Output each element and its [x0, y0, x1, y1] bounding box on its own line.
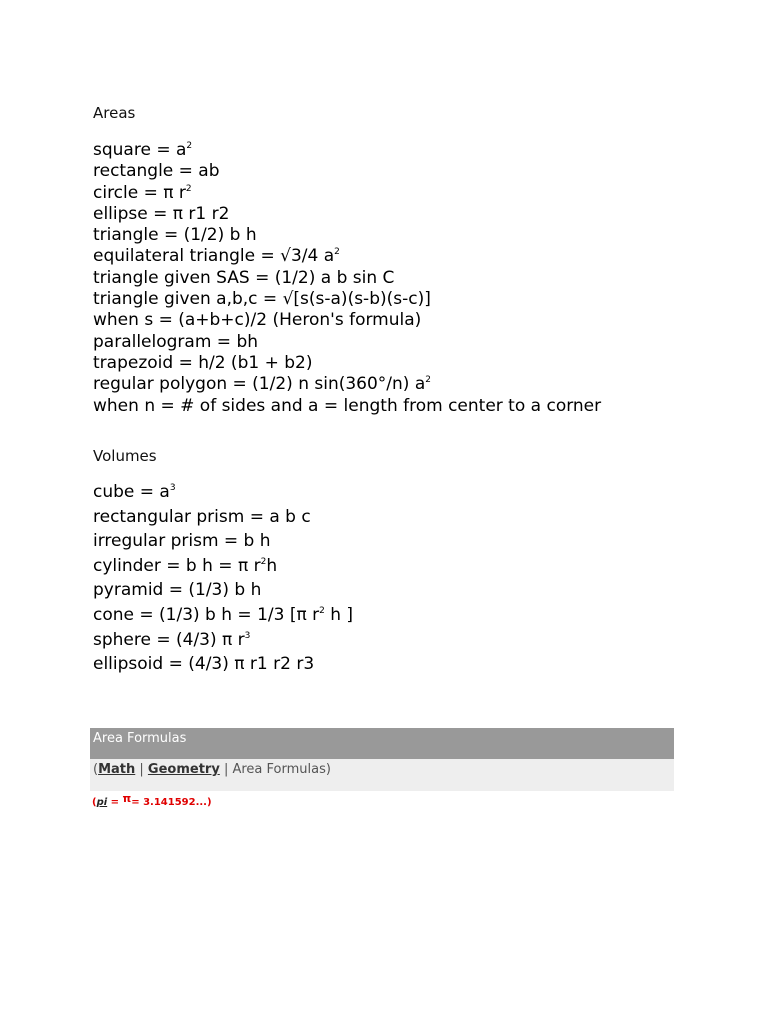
volumes-formula	[93, 652, 353, 677]
breadcrumb-current: Area Formulas)	[232, 762, 331, 777]
areas-formula	[93, 246, 601, 267]
formula-text-after: h ]	[324, 604, 354, 625]
pi-symbol: π	[122, 792, 132, 805]
nav-title: Area Formulas	[90, 728, 674, 759]
formula-text: triangle given SAS = (1/2) a b sin C	[93, 267, 395, 288]
volumes-formula	[93, 578, 353, 603]
areas-formula	[93, 332, 601, 353]
formula-exponent: 2	[186, 141, 193, 151]
volumes-heading: Volumes	[93, 447, 157, 465]
formula-text: circle = π r	[93, 182, 186, 203]
formula-text: triangle = (1/2) b h	[93, 225, 257, 246]
areas-formula	[93, 225, 601, 246]
areas-formula	[93, 374, 601, 395]
formula-text: sphere = (4/3) π r	[93, 629, 245, 650]
pi-note-open: (	[92, 797, 97, 808]
areas-heading: Areas	[93, 104, 136, 122]
area-formulas-nav-box	[90, 728, 674, 791]
formula-exponent: 2	[260, 556, 267, 567]
areas-formula	[93, 140, 601, 161]
areas-formula	[93, 310, 601, 331]
breadcrumb-link-geometry[interactable]: Geometry	[147, 762, 220, 777]
formula-exponent: 3	[169, 483, 176, 493]
pi-note-value: = 3.141592...)	[131, 797, 212, 808]
formula-exponent: 2	[319, 605, 325, 616]
breadcrumb-separator: |	[135, 762, 148, 777]
formula-exponent: 2	[185, 183, 192, 194]
formula-text: when n = # of sides and a = length from center to a corner	[93, 395, 602, 416]
areas-formula	[93, 161, 601, 182]
volumes-formula	[93, 554, 353, 579]
formula-text: rectangle = ab	[93, 161, 220, 182]
formula-text: cone = (1/3) b h = 1/3 [π r	[93, 604, 320, 625]
formula-text: irregular prism = b h	[93, 531, 271, 552]
formula-text: when s = (a+b+c)/2 (Heron's formula)	[93, 310, 422, 331]
pi-link[interactable]: pi	[96, 797, 108, 808]
formula-exponent: 2	[334, 247, 340, 258]
pi-note-equals: =	[107, 797, 123, 808]
breadcrumb-separator: |	[219, 762, 233, 777]
formula-text: trapezoid = h/2 (b1 + b2)	[93, 352, 313, 373]
breadcrumb-link-math[interactable]: Math	[98, 762, 136, 777]
volumes-formula	[93, 480, 353, 505]
formula-text: rectangular prism = a b c	[93, 506, 311, 527]
volumes-formula-list	[93, 480, 353, 677]
areas-formula-list	[93, 140, 601, 417]
areas-formula	[93, 268, 601, 289]
formula-text: cube = a	[93, 482, 170, 502]
formula-text: triangle given a,b,c = √[s(s-a)(s-b)(s-c)]	[93, 289, 431, 310]
formula-exponent: 3	[244, 630, 251, 641]
pi-value-note	[92, 792, 212, 808]
areas-formula	[93, 289, 601, 310]
formula-text: cylinder = b h = π r	[93, 555, 261, 576]
formula-text: equilateral triangle = √3/4 a	[93, 246, 335, 267]
formula-text-after: h	[266, 555, 278, 576]
breadcrumb	[90, 759, 674, 791]
volumes-formula	[93, 529, 353, 554]
formula-exponent: 2	[425, 375, 431, 386]
formula-text: regular polygon = (1/2) n sin(360°/n) a	[93, 374, 426, 395]
formula-text: ellipsoid = (4/3) π r1 r2 r3	[93, 654, 315, 675]
breadcrumb-open: (	[93, 762, 99, 777]
formula-text: square = a	[93, 140, 187, 160]
areas-formula	[93, 204, 601, 225]
formula-text: pyramid = (1/3) b h	[93, 580, 262, 601]
areas-formula	[93, 353, 601, 374]
areas-formula	[93, 396, 601, 417]
areas-formula	[93, 183, 601, 204]
volumes-formula	[93, 505, 353, 530]
volumes-formula	[93, 628, 353, 653]
formula-text: ellipse = π r1 r2	[93, 203, 230, 224]
formula-text: parallelogram = bh	[93, 331, 259, 352]
volumes-formula	[93, 603, 353, 628]
